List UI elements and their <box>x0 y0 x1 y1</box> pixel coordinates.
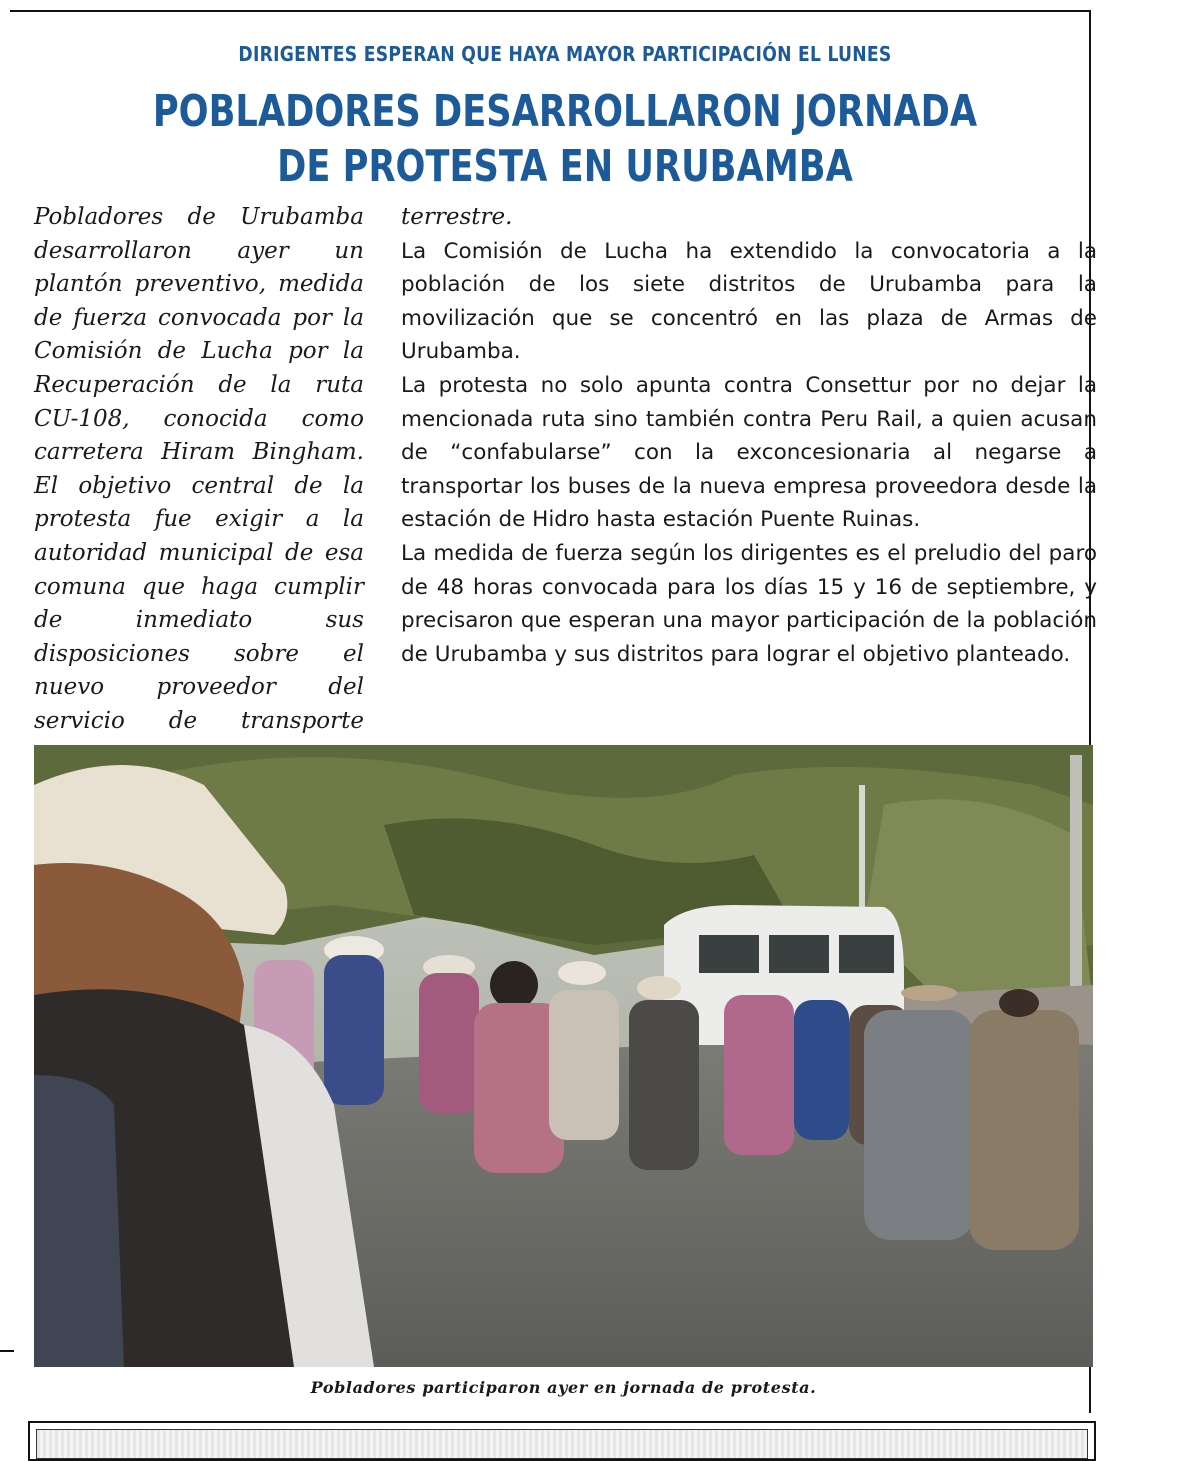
article-headline <box>113 84 1017 194</box>
top-rule <box>10 10 1090 12</box>
lead-paragraph: Pobladores de Urubamba desarrollaron ayer un plantón preventivo, medida de fuerza convocada por la Comisión de Lucha por la Recuperación de la ruta CU-108, conocida como carretera Hiram Bingham. El objetivo central de la protesta fue exigir a la autoridad municipal de esa comuna que haga cumplir de inmediato sus disposiciones sobre el nuevo proveedor del servicio de transporte <box>34 204 364 734</box>
body-paragraph-1: La Comisión de Lucha ha extendido la convocatoria a la población de los siete distritos de Urubamba para la movilización que se concentró en las plaza de Armas de Urubamba. <box>401 238 1097 365</box>
left-margin-tick <box>0 1350 14 1352</box>
article-kicker: DIRIGENTES ESPERAN QUE HAYA MAYOR PARTICIPACIÓN EL LUNES <box>238 42 892 66</box>
next-article-frame <box>28 1421 1096 1461</box>
lead-continuation: terrestre. <box>401 204 513 230</box>
body-paragraph-3: La medida de fuerza según los dirigentes es el preludio del paro de 48 horas convocada para los días 15 y 16 de septiembre, y precisaron que esperan una mayor participación de la población de Urubamba y sus distritos para lograr el objetivo planteado. <box>401 540 1097 667</box>
body-paragraph-2: La protesta no solo apunta contra Consettur por no dejar la mencionada ruta sino también contra Peru Rail, a quien acusan de “confabularse” con la exconcesionaria al negarse a transportar los buses de la nueva empresa proveedora desde la estación de Hidro hasta estación Puente Ruinas. <box>401 372 1097 533</box>
next-article-frame-inner <box>36 1429 1088 1459</box>
article-lead <box>34 201 364 739</box>
article-body <box>401 201 1097 671</box>
protest-photo-illustration <box>34 745 1093 1367</box>
photo-caption: Pobladores participaron ayer en jornada de protesta. <box>310 1378 817 1397</box>
article-photo <box>34 745 1093 1367</box>
headline-line-2: DE PROTESTA EN URUBAMBA <box>277 141 853 192</box>
headline-line-1: POBLADORES DESARROLLARON JORNADA <box>152 86 978 137</box>
